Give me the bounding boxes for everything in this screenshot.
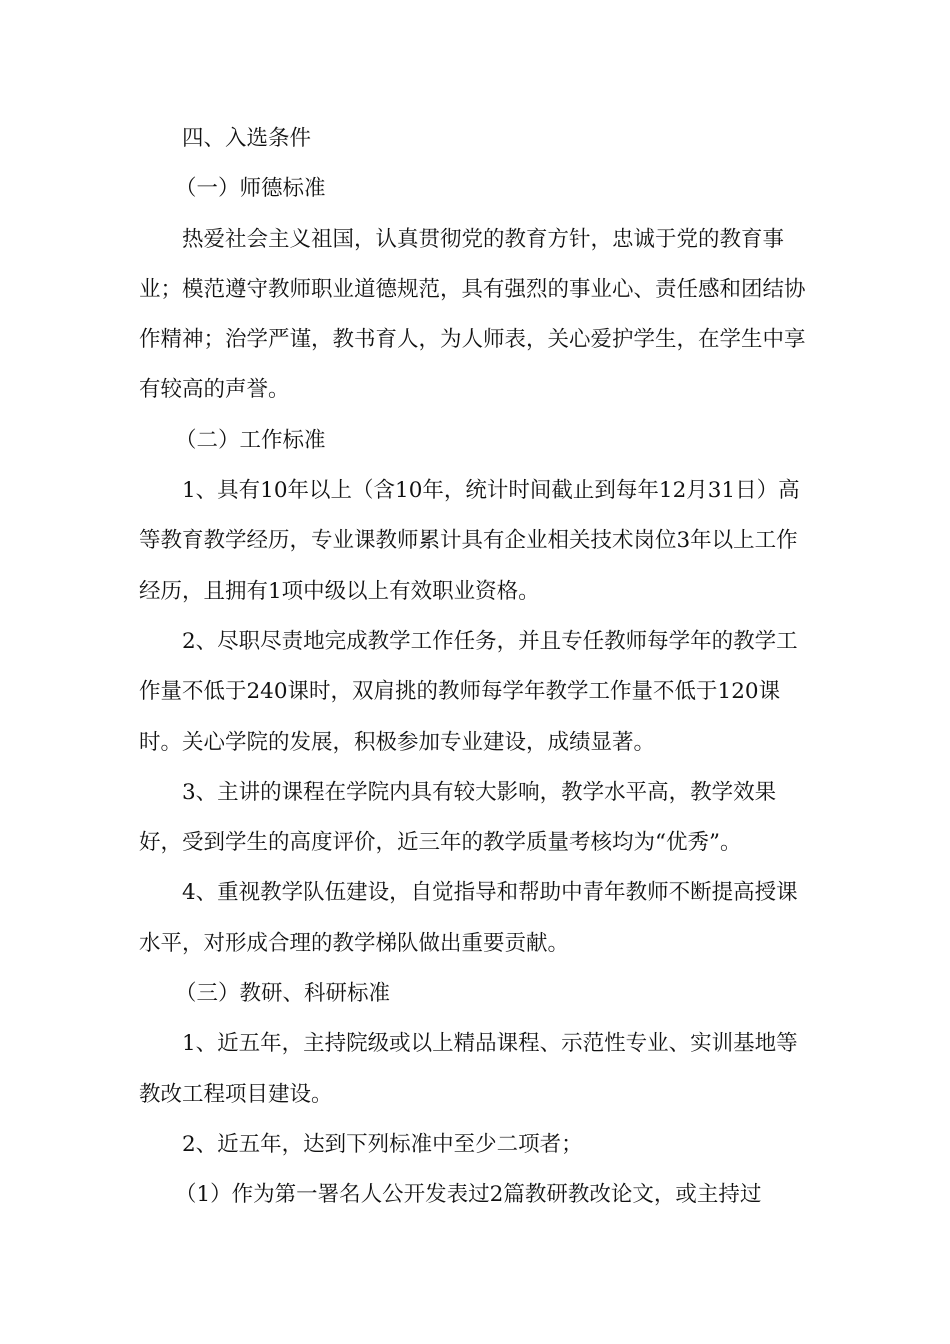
subsection-title-ethics: （一）师德标准 xyxy=(175,176,326,202)
paragraph-work-2: 2、尽职尽责地完成教学工作任务，并且专任教师每学年的教学工作量不低于240课时，双肩挑的教师每学年教学工作量不低于120课时。关心学院的发展，积极参加专业建设，成绩显著。 xyxy=(139,628,798,755)
paragraph-work-3: 3、主讲的课程在学院内具有较大影响，教学水平高，教学效果好，受到学生的高度评价，近三年的教学质量考核均为“优秀”。 xyxy=(139,779,777,856)
subsection-title-research: （三）教研、科研标准 xyxy=(175,981,391,1007)
paragraph-research-1: 1、近五年，主持院级或以上精品课程、示范性专业、实训基地等教改工程项目建设。 xyxy=(139,1031,798,1107)
paragraph-research-2: 2、近五年，达到下列标准中至少二项者； xyxy=(182,1131,583,1157)
paragraph-research-2-1: （1）作为第一署名人公开发表过2篇教研教改论文，或主持过 xyxy=(175,1182,762,1208)
subsection-title-work: （二）工作标准 xyxy=(175,427,326,453)
section-heading: 四、入选条件 xyxy=(182,126,312,151)
paragraph-work-4: 4、重视教学队伍建设，自觉指导和帮助中青年教师不断提高授课水平，对形成合理的教学梯队做出重要贡献。 xyxy=(139,880,798,956)
paragraph-ethics: 热爱社会主义祖国，认真贯彻党的教育方针，忠诚于党的教育事业；模范遵守教师职业道德规范，具有强烈的事业心、责任感和团结协作精神；治学严谨，教书育人，为人师表，关心爱护学生，在学生中享有较高的声誉。 xyxy=(139,226,806,403)
paragraph-work-1: 1、具有10年以上（含10年，统计时间截止到每年12月31日）高等教育教学经历，专业课教师累计具有企业相关技术岗位3年以上工作经历，且拥有1项中级以上有效职业资格。 xyxy=(139,478,800,604)
document-body xyxy=(139,114,815,1221)
